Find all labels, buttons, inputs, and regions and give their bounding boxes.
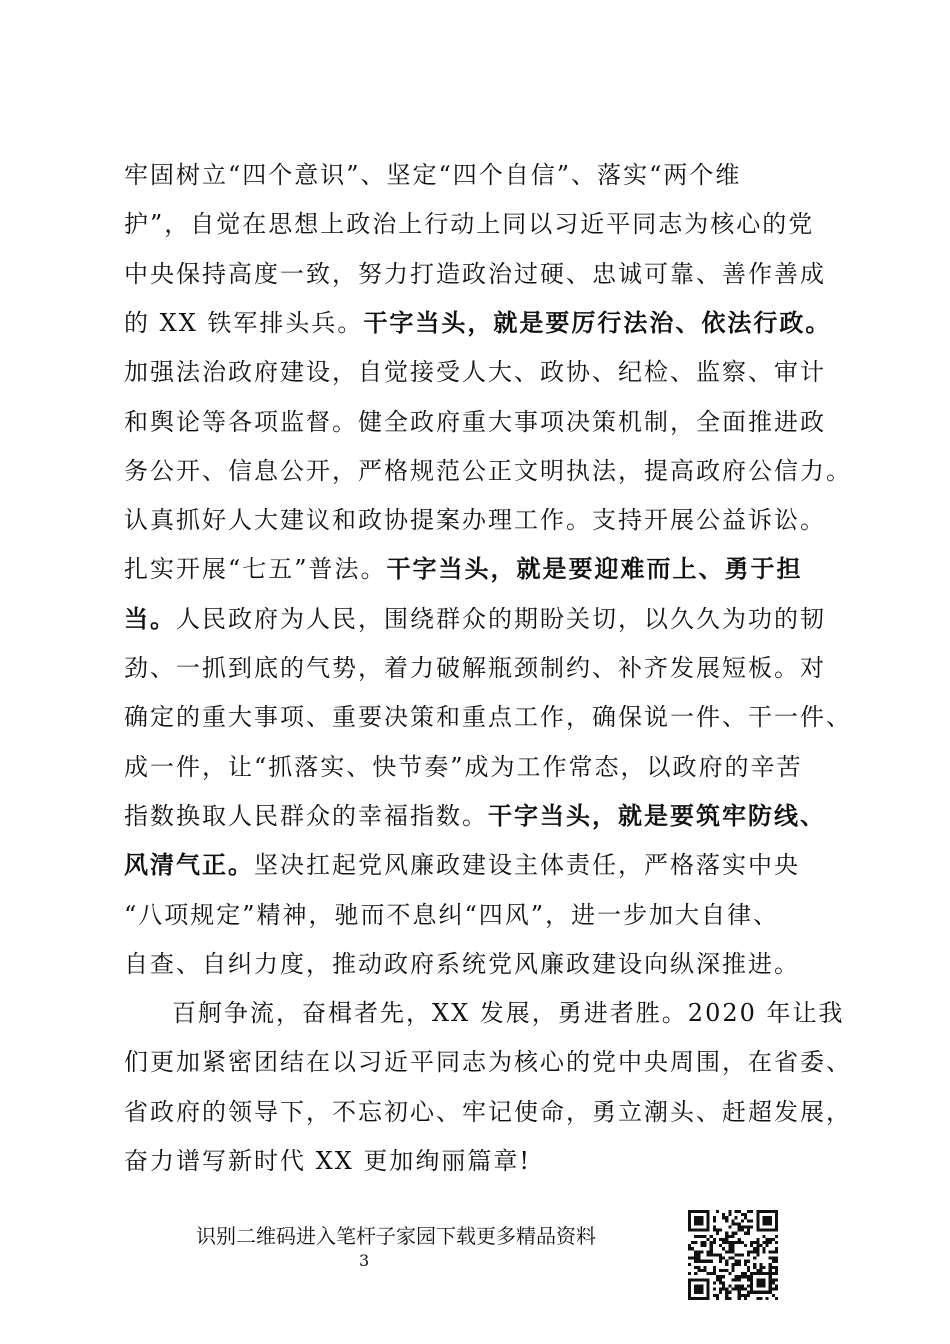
text-line xyxy=(124,752,803,782)
text-line xyxy=(124,456,852,486)
text-line xyxy=(124,702,852,732)
text-span: 务公开、信息公开，严格规范公正文明执法，提高政府公信力。 xyxy=(124,456,852,485)
text-span: 劲、一抓到底的气势，着力破解瓶颈制约、补齐发展短板。对 xyxy=(124,654,826,682)
text-line xyxy=(124,850,800,880)
bold-phrase: 干字当头，就是要厉行法治、依法行政。 xyxy=(363,307,832,337)
text-span: 自查、自纠力度，推动政府系统党风廉政建设向纵深推进。 xyxy=(124,949,800,978)
text-span: 奋力谱写新时代 XX 更加绚丽篇章! xyxy=(124,1147,532,1175)
text-span: 扎实开展“七五”普法。 xyxy=(124,555,387,584)
text-span: 百舸争流，奋楫者先，XX 发展，勇进者胜。2020 年让我 xyxy=(172,999,845,1028)
text-line xyxy=(124,1047,852,1077)
text-span: 和舆论等各项监督。健全政府重大事项决策机制，全面推进政 xyxy=(124,407,826,436)
text-line xyxy=(124,900,779,930)
text-span: 坚决扛起党风廉政建设主体责任，严格落实中央 xyxy=(254,851,800,880)
text-line xyxy=(124,1146,531,1176)
qr-code-icon[interactable] xyxy=(688,1210,778,1300)
text-span: 认真抓好人大建议和政协提案办理工作。支持开展公益诉讼。 xyxy=(124,506,826,535)
text-line xyxy=(124,160,741,190)
text-span: 们更加紧密团结在以习近平同志为核心的党中央周围，在省委、 xyxy=(124,1048,852,1077)
text-line xyxy=(124,505,826,535)
text-line xyxy=(124,1097,852,1127)
text-span: 牢固树立“四个意识”、坚定“四个自信”、落实“两个维 xyxy=(124,161,742,189)
bold-phrase: 干字当头，就是要迎难而上、勇于担 xyxy=(386,554,803,584)
text-line xyxy=(124,308,831,338)
page-number: 3 xyxy=(359,1251,370,1270)
text-span: “八项规定”精神，驰而不息纠“四风”，进一步加大自律、 xyxy=(124,900,780,929)
text-line xyxy=(172,998,845,1028)
bold-phrase: 风清气正。 xyxy=(124,850,254,880)
bold-phrase: 干字当头，就是要筑牢防线、 xyxy=(488,800,826,830)
text-line xyxy=(124,801,826,831)
text-line xyxy=(124,357,826,387)
footer-text: 识别二维码进入笔杆子家园下载更多精品资料 xyxy=(196,1224,596,1248)
text-span: 中央保持高度一致，努力打造政治过硬、忠诚可靠、善作善成 xyxy=(124,259,826,288)
text-span: 指数换取人民群众的幸福指数。 xyxy=(124,801,488,830)
text-line xyxy=(124,604,826,634)
text-span: 省政府的领导下，不忘初心、牢记使命，勇立潮头、赶超发展， xyxy=(124,1097,852,1126)
text-line xyxy=(124,653,826,683)
text-line xyxy=(124,209,814,239)
text-span: 人民政府为人民，围绕群众的期盼关切，以久久为功的韧 xyxy=(176,604,826,633)
text-line xyxy=(124,407,826,437)
bold-phrase: 当。 xyxy=(124,603,176,633)
text-line xyxy=(124,554,803,584)
text-span: 的 XX 铁军排头兵。 xyxy=(124,308,364,337)
text-span: 护”，自觉在思想上政治上行动上同以习近平同志为核心的党 xyxy=(124,210,815,239)
text-line xyxy=(124,949,800,979)
text-line xyxy=(124,259,826,289)
text-span: 加强法治政府建设，自觉接受人大、政协、纪检、监察、审计 xyxy=(124,358,826,387)
text-span: 确定的重大事项、重要决策和重点工作，确保说一件、干一件、 xyxy=(124,703,852,732)
text-span: 成一件，让“抓落实、快节奏”成为工作常态，以政府的辛苦 xyxy=(124,752,803,781)
